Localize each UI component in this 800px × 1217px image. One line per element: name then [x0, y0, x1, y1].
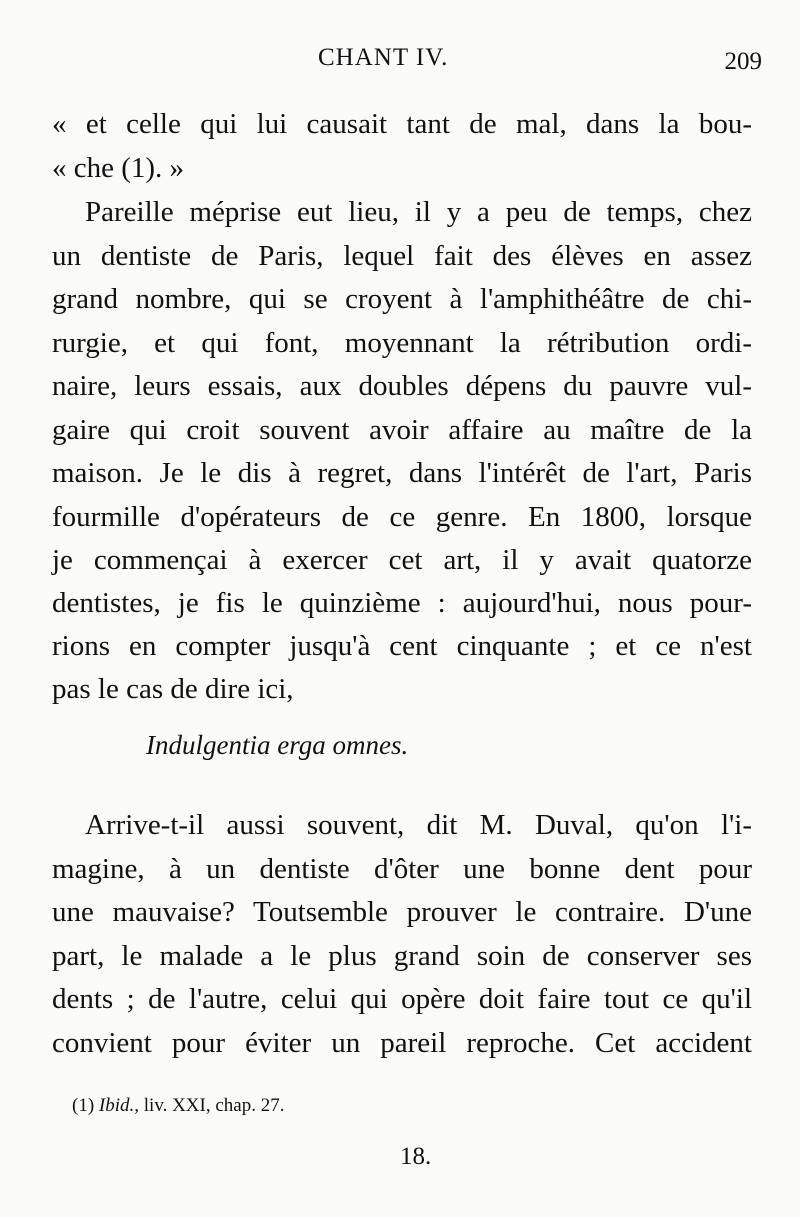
text-line: Pareille méprise eut lieu, il y a peu de temps, chez	[85, 196, 752, 228]
latin-epigraph: Indulgentia erga omnes.	[146, 730, 409, 760]
footnote-marker: (1)	[72, 1095, 95, 1116]
text-line: pas le cas de dire ici,	[52, 673, 294, 705]
text-line: magine, à un dentiste d'ôter une bonne dent pour	[52, 853, 752, 885]
text-line: Arrive-t-il aussi souvent, dit M. Duval, qu'on l'i-	[85, 809, 752, 841]
footnote	[72, 1095, 284, 1117]
text-line: un dentiste de Paris, lequel fait des élèves en assez	[52, 240, 752, 272]
page-header	[0, 42, 800, 82]
text-line: « che (1). »	[52, 152, 185, 184]
text-line: gaire qui croit souvent avoir affaire au maître de la	[52, 414, 752, 446]
text-line: une mauvaise? Toutsemble prouver le contraire. D'une	[52, 896, 752, 928]
text-line: convient pour éviter un pareil reproche. Cet accident	[52, 1027, 752, 1059]
text-line: rions en compter jusqu'à cent cinquante ; et ce n'est	[52, 630, 752, 662]
signature-mark: 18.	[400, 1143, 432, 1170]
footnote-reference: , liv. XXI, chap. 27.	[134, 1095, 285, 1116]
text-line: dentistes, je fis le quinzième : aujourd'hui, nous pour-	[52, 587, 752, 619]
text-line: « et celle qui lui causait tant de mal, dans la bou-	[52, 108, 752, 140]
text-line: part, le malade a le plus grand soin de conserver ses	[52, 940, 752, 972]
text-line: maison. Je le dis à regret, dans l'intérêt de l'art, Paris	[52, 457, 752, 489]
footnote-source: Ibid.	[98, 1095, 135, 1116]
running-title: CHANT IV.	[318, 44, 449, 71]
text-line: naire, leurs essais, aux doubles dépens du pauvre vul-	[52, 370, 752, 402]
text-line: rurgie, et qui font, moyennant la rétribution ordi-	[52, 327, 752, 359]
text-line: dents ; de l'autre, celui qui opère doit faire tout ce qu'il	[52, 983, 752, 1015]
text-line: fourmille d'opérateurs de ce genre. En 1800, lorsque	[52, 501, 752, 533]
page-number: 209	[724, 48, 762, 75]
text-line: je commençai à exercer cet art, il y avait quatorze	[52, 544, 752, 576]
text-line: grand nombre, qui se croyent à l'amphithéâtre de chi-	[52, 283, 752, 315]
